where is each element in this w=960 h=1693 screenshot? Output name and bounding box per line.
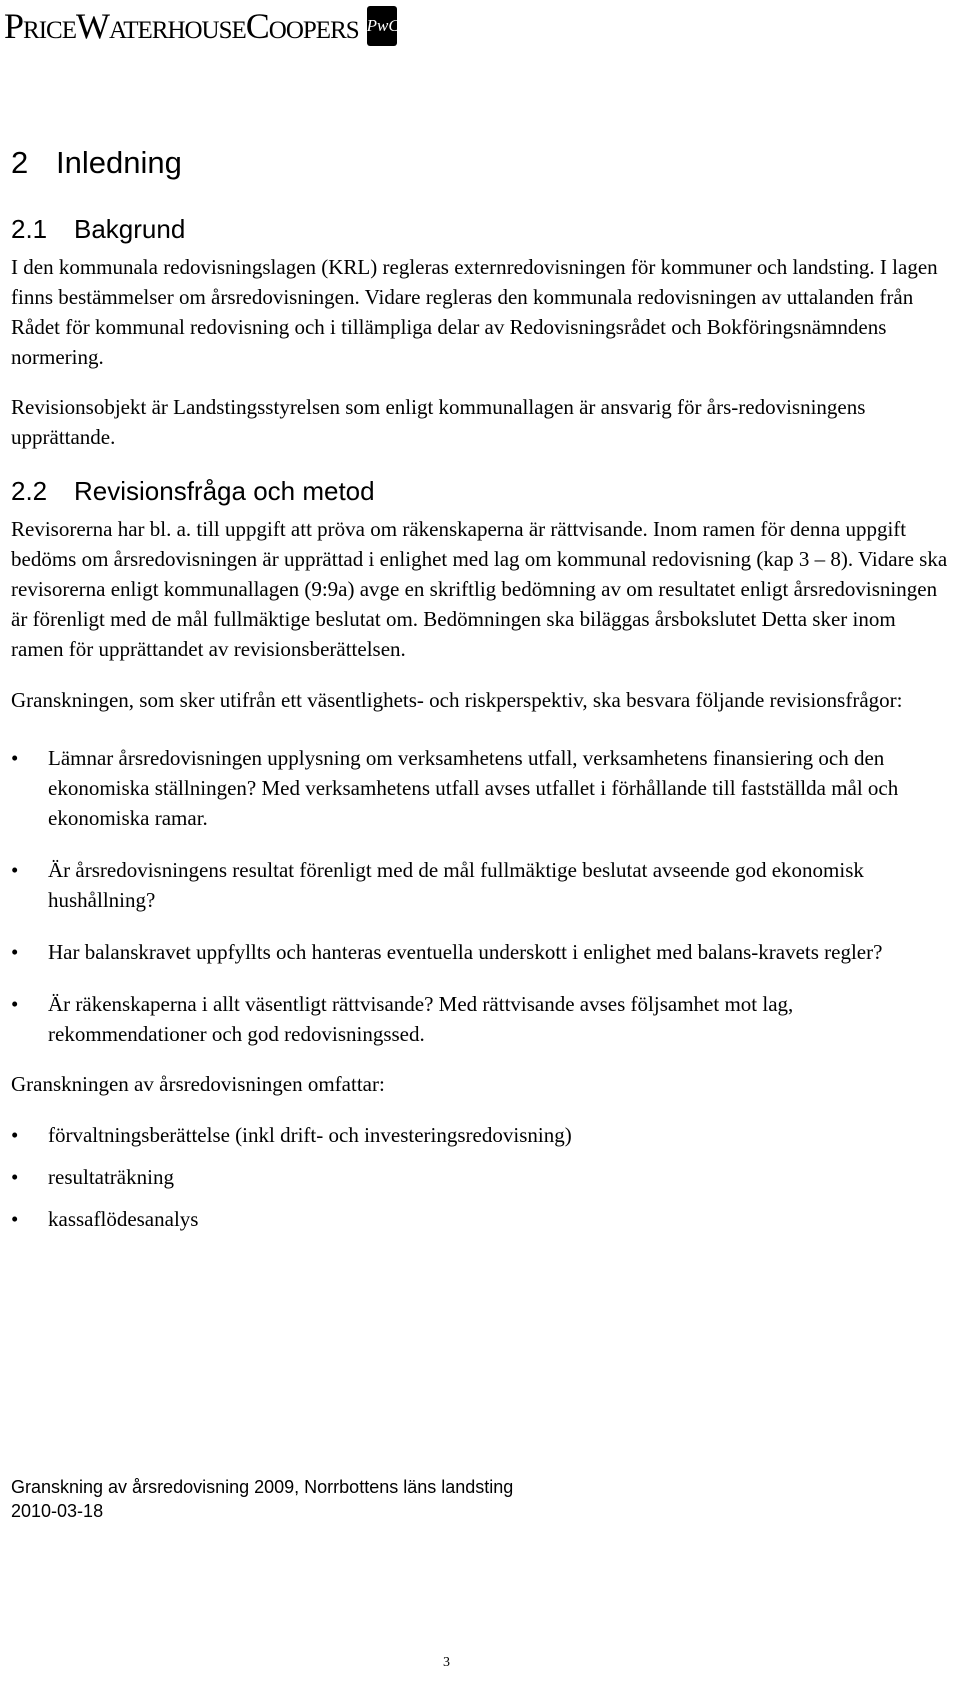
footer-title: Granskning av årsredovisning 2009, Norrbottens läns landsting bbox=[11, 1477, 514, 1497]
chapter-title: Inledning bbox=[56, 145, 182, 180]
section-number: 2.2 bbox=[11, 476, 48, 506]
revision-questions-list bbox=[11, 743, 951, 1049]
paragraph: Revisorerna har bl. a. till uppgift att pröva om räkenskaperna är rättvisande. Inom ramen för denna uppgift bedöms om årsredovisningen är upprättad i enlighet med lag om kommunal redovisning (kap 3 – 8). Vidare ska revisorerna enligt kommunallagen (9:9a) avge en skriftlig bedömning av om resultatet enligt årsredovisningen är förenligt med de mål fullmäktige beslutat om. Bedömningen ska biläggas årsbokslutet Detta sker inom ramen för upprättandet av revisionsberättelsen. bbox=[11, 517, 948, 661]
section-title: Bakgrund bbox=[74, 214, 186, 244]
list-item: • resultaträkning bbox=[11, 1162, 951, 1192]
paragraph: Revisionsobjekt är Landstingsstyrelsen som enligt kommunallagen är ansvarig för års-redovisningens upprättande. bbox=[11, 395, 866, 449]
list-item: • kassaflödesanalys bbox=[11, 1204, 951, 1234]
logo-emblem: PwC bbox=[367, 6, 397, 46]
list-item: • Är årsredovisningens resultat förenligt med de mål fullmäktige beslutat avseende god ekonomisk hushållning? bbox=[11, 855, 951, 915]
section-title: Revisionsfråga och metod bbox=[74, 476, 375, 506]
company-logo bbox=[4, 4, 400, 48]
section-number: 2.1 bbox=[11, 214, 48, 244]
list-item: • Lämnar årsredovisningen upplysning om verksamhetens utfall, verksamhetens finansiering och den ekonomiska ställningen? Med verksamhetens utfall avses utfallet i förhållande till fastställda mål och ekonomiska ramar. bbox=[11, 743, 951, 833]
footer-date: 2010-03-18 bbox=[11, 1501, 104, 1521]
chapter-number: 2 bbox=[11, 145, 29, 180]
chapter-heading bbox=[11, 140, 951, 186]
paragraph: Granskningen, som sker utifrån ett väsentlighets- och riskperspektiv, ska besvara följande revisionsfrågor: bbox=[11, 688, 903, 712]
section-heading-revisionsfraga bbox=[11, 472, 951, 510]
list-item: • förvaltningsberättelse (inkl drift- och investeringsredovisning) bbox=[11, 1120, 951, 1150]
paragraph: I den kommunala redovisningslagen (KRL) regleras externredovisningen för kommuner och landsting. I lagen finns bestämmelser om årsredovisningen. Vidare regleras den kommunala redovisningen av uttalanden från Rådet för kommunal redovisning och i tillämpliga delar av Redovisningsrådet och Bokföringsnämndens normering. bbox=[11, 255, 938, 369]
page-footer bbox=[11, 1475, 513, 1523]
list-item: • Har balanskravet uppfyllts och hanteras eventuella underskott i enlighet med balans-kravets regler? bbox=[11, 937, 951, 967]
page-number: 3 bbox=[443, 1655, 450, 1670]
paragraph: Granskningen av årsredovisningen omfattar: bbox=[11, 1072, 385, 1096]
document-body bbox=[11, 140, 951, 1234]
list-item: • Är räkenskaperna i allt väsentligt rättvisande? Med rättvisande avses följsamhet mot lag, rekommendationer och god redovisningssed. bbox=[11, 989, 951, 1049]
logo-wordmark: PriceWaterhouseCoopers bbox=[4, 6, 359, 46]
section-heading-bakgrund bbox=[11, 210, 951, 248]
scope-list bbox=[11, 1120, 951, 1234]
